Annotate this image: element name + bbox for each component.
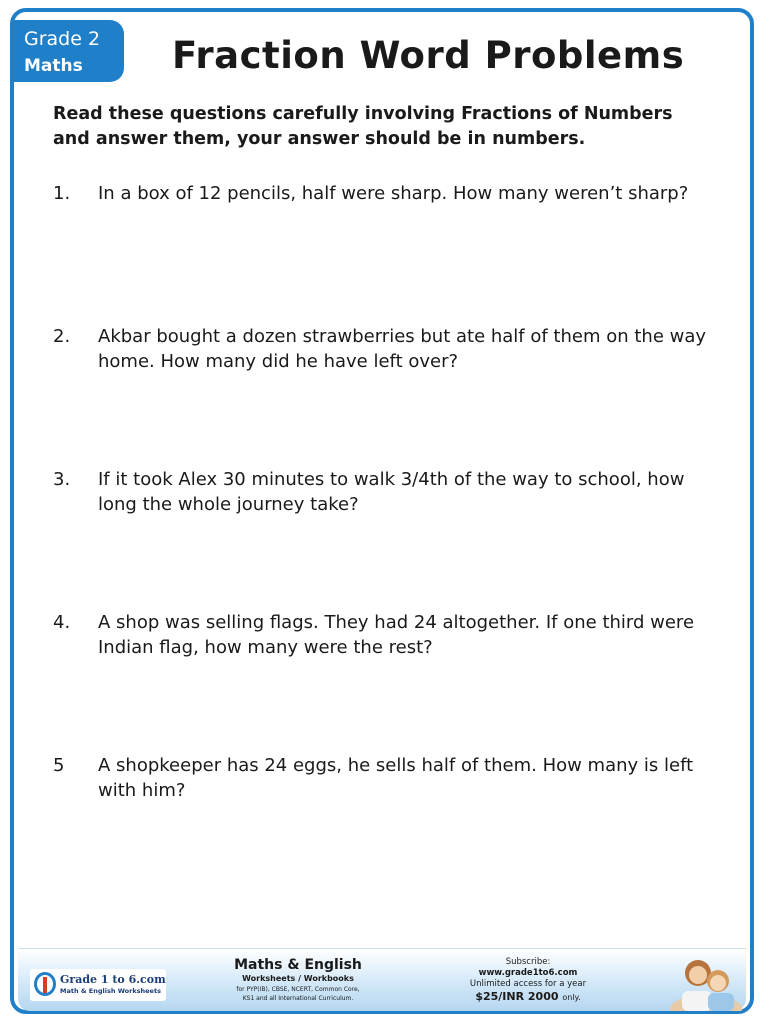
- question-number: 5: [53, 755, 65, 776]
- logo-mark-icon: [34, 972, 56, 996]
- promo-block: [218, 957, 378, 1003]
- question-text: If it took Alex 30 minutes to walk 3/4th of the way to school, how long the whole journey take?: [98, 469, 685, 515]
- mother-child-photo-icon: [668, 951, 744, 1011]
- site-logo[interactable]: [30, 969, 166, 1001]
- question-text: A shop was selling flags. They had 24 altogether. If one third were Indian flag, how many were the rest?: [98, 612, 695, 658]
- promo-subheading: Worksheets / Workbooks: [242, 974, 354, 983]
- instructions: Read these questions carefully involving Fractions of Numbers and answer them, your answer should be in numbers.: [53, 104, 673, 149]
- question-text: Akbar bought a dozen strawberries but ate half of them on the way home. How many did he have left over?: [98, 326, 707, 372]
- subscribe-price: $25/INR 2000: [475, 990, 559, 1003]
- question-number: 1.: [53, 183, 71, 204]
- subscribe-block: [448, 957, 608, 1003]
- page-title: Fraction Word Problems: [172, 34, 685, 77]
- question-text: In a box of 12 pencils, half were sharp. How many weren’t sharp?: [98, 183, 689, 204]
- promo-curricula-line2: KS1 and all International Curriculum.: [242, 995, 354, 1002]
- question-number: 4.: [53, 612, 71, 633]
- question-number: 3.: [53, 469, 71, 490]
- subscribe-price-suffix: only.: [562, 993, 581, 1002]
- logo-tagline: Math & English Worksheets: [60, 987, 161, 995]
- question-text: A shopkeeper has 24 eggs, he sells half of them. How many is left with him?: [98, 755, 694, 801]
- subscribe-url[interactable]: www.grade1to6.com: [478, 968, 578, 978]
- subscribe-access: Unlimited access for a year: [469, 979, 587, 989]
- promo-curricula-line1: for PYP(IB), CBSE, NCERT, Common Core,: [236, 986, 360, 993]
- grade-label: Grade 2: [24, 28, 101, 50]
- footer-banner: [18, 948, 746, 1011]
- grade-badge: [14, 20, 124, 82]
- promo-heading: Maths & English: [234, 957, 362, 973]
- question-number: 2.: [53, 326, 71, 347]
- subscribe-label: Subscribe:: [505, 957, 551, 967]
- subscribe-price-line: [448, 991, 608, 1003]
- logo-name: Grade 1 to 6.com: [60, 973, 166, 986]
- subject-label: Maths: [24, 56, 83, 76]
